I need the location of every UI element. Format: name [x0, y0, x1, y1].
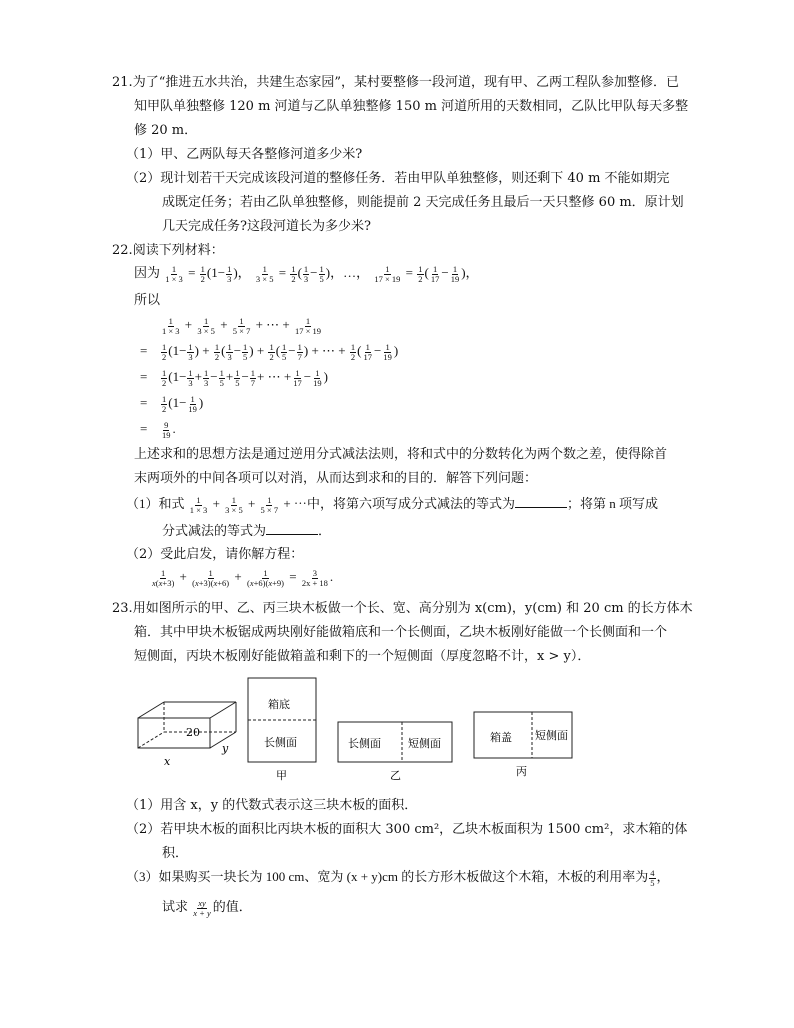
yi-caption: 乙 — [390, 769, 401, 782]
q21-text-1: 为了“推进五水共治，共建生态家园”，某村要整修一段河道，现有甲、乙两工程队参加整修．已 — [132, 75, 679, 90]
sum-line-1: = $\frac{1}{2}$ (1− $\frac{1}{3}$ ) + $\frac{1}{2}$ ( $\frac{1}{3}$ − $\frac{1}{5}$ ) + $\frac{1}{2}$ ( $\frac{1}{5}$ − $\frac{1}{7}$ ) + ⋯ + $\frac{1}{2}$ ( $\frac{1}{17}$ − $\frac{1}{19}$ ) — [140, 341, 399, 362]
q22-equation: $\frac{1}{x(x+3)}$ + $\frac{1}{(x+3)(x+6)}$ + $\frac{1}{(x+6)(x+9)}$ = $\frac{3}{2x + 18}$ . — [152, 567, 334, 588]
q23-line-1: 23.用如图所示的甲、乙、丙三块木板做一个长、宽、高分别为 x(cm)，y(cm) 和 20 cm 的长方体木 — [112, 601, 693, 616]
q22-intro: 阅读下列材料： — [132, 243, 224, 258]
bing-left-label: 箱盖 — [490, 731, 512, 744]
because-label: 因为 — [134, 265, 161, 280]
q21-part-2a: （2）现计划若干天完成该段河道的整修任务．若由甲队单独整修，则还剩下 40 m 不能如期完 — [126, 171, 670, 186]
yi-right-label: 短侧面 — [408, 737, 441, 750]
q22-number: 22. — [112, 243, 133, 258]
jia-caption: 甲 — [276, 769, 287, 782]
q21-line-3: 修 20 m． — [134, 123, 198, 138]
board-jia — [248, 678, 316, 762]
q22-because-line: 因为 $\frac{1}{1 \times 3}$ = $\frac{1}{2}$ (1− $\frac{1}{3}$ )， $\frac{1}{3 \times 5}$ = $\frac{1}{2}$ ( $\frac{1}{3}$ − $\frac{1}{5}$ )，…， $\frac{1}{17 \times 19}$ = $\frac{1}{2}$ ( $\frac{1}{17}$ − $\frac{1}{19}$ )， — [134, 263, 479, 284]
frac-term: $\frac{1}{1 \times 3}$ — [165, 263, 183, 284]
yi-left-label: 长侧面 — [348, 737, 381, 750]
q23-sub1: （1）用含 x，y 的代数式表示这三块木板的面积． — [126, 798, 418, 813]
sum-line-0: $\frac{1}{1 \times 3}$ + $\frac{1}{3 \times 5}$ + $\frac{1}{5 \times 7}$ + ⋯ + $\frac{1}{17 \times 19}$ — [162, 315, 322, 336]
q23-sub2b: 积． — [162, 846, 189, 861]
q22-para-2: 末两项外的中间各项可以对消，从而达到求和的目的．解答下列问题： — [134, 471, 538, 486]
sum-line-3: = $\frac{1}{2}$ (1− $\frac{1}{19}$ ) — [140, 393, 204, 414]
q22-para-1: 上述求和的思想方法是通过逆用分式减法法则，将和式中的分数转化为两个数之差，使得除首 — [134, 447, 668, 462]
q21-part-2b: 成既定任务；若由乙队单独整修，则能提前 2 天完成任务且最后一天只整修 60 m．原计划 — [162, 195, 684, 210]
q22-sub1-a: （1）和式 $\frac{1}{1 \times 3}$ + $\frac{1}{3 \times 5}$ + $\frac{1}{5 \times 7}$ + ⋯中，将第六项写成分式减法的等式为 ；将第 n 项写成 — [126, 494, 658, 515]
q23-sub3a: （3）如果购买一块长为 100 cm、宽为 (x + y)cm 的长方形木板做这个木箱，木板的利用率为 $\frac{4}{5}$ ， — [126, 867, 670, 888]
box-y-label: y — [222, 742, 229, 755]
box-x-label: x — [164, 755, 171, 768]
q21-line-2: 知甲队单独整修 120 m 河道与乙队单独整修 150 m 河道所用的天数相同，乙队比甲队每天多整 — [134, 99, 689, 114]
q23-line-2: 箱．其中甲块木板锯成两块刚好能做箱底和一个长侧面，乙块木板刚好能做一个长侧面和一个 — [134, 625, 668, 640]
bing-right-label: 短侧面 — [535, 729, 568, 742]
q22-sub2: （2）受此启发，请你解方程： — [126, 547, 304, 562]
box-height-label: 20 — [186, 726, 200, 739]
q23-sub2a: （2）若甲块木板的面积比丙块木板的面积大 300 cm²，乙块木板面积为 1500 cm²，求木箱的体 — [126, 822, 688, 837]
jia-bottom-label: 长侧面 — [264, 736, 297, 749]
ellipsis: ，…， — [330, 265, 370, 280]
bing-caption: 丙 — [516, 765, 527, 778]
sum-line-2: = $\frac{1}{2}$ (1− $\frac{1}{3}$ + $\frac{1}{3}$ − $\frac{1}{5}$ + $\frac{1}{5}$ − $\frac{1}{7}$ + ⋯ + $\frac{1}{17}$ − $\frac{1}{19}$ ) — [140, 367, 328, 388]
q21-part-1: （1）甲、乙两队每天各整修河道多少米? — [126, 147, 363, 162]
q22-so: 所以 — [134, 293, 161, 308]
sum-line-4: = $\frac{9}{19}$ . — [140, 419, 176, 440]
q23-sub3b: 试求 $\frac{xy}{x + y}$ 的值． — [162, 897, 252, 918]
q23-number: 23. — [112, 601, 133, 616]
q23-line-3: 短侧面，丙块木板刚好能做箱盖和剩下的一个短侧面（厚度忽略不计，x > y）． — [134, 649, 591, 664]
q21-number: 21. — [112, 75, 133, 90]
q21-part-2c: 几天完成任务?这段河道长为多少米? — [162, 219, 371, 234]
q22-sub1-b: 分式减法的等式为 ． — [162, 524, 332, 539]
jia-top-label: 箱底 — [268, 698, 290, 711]
